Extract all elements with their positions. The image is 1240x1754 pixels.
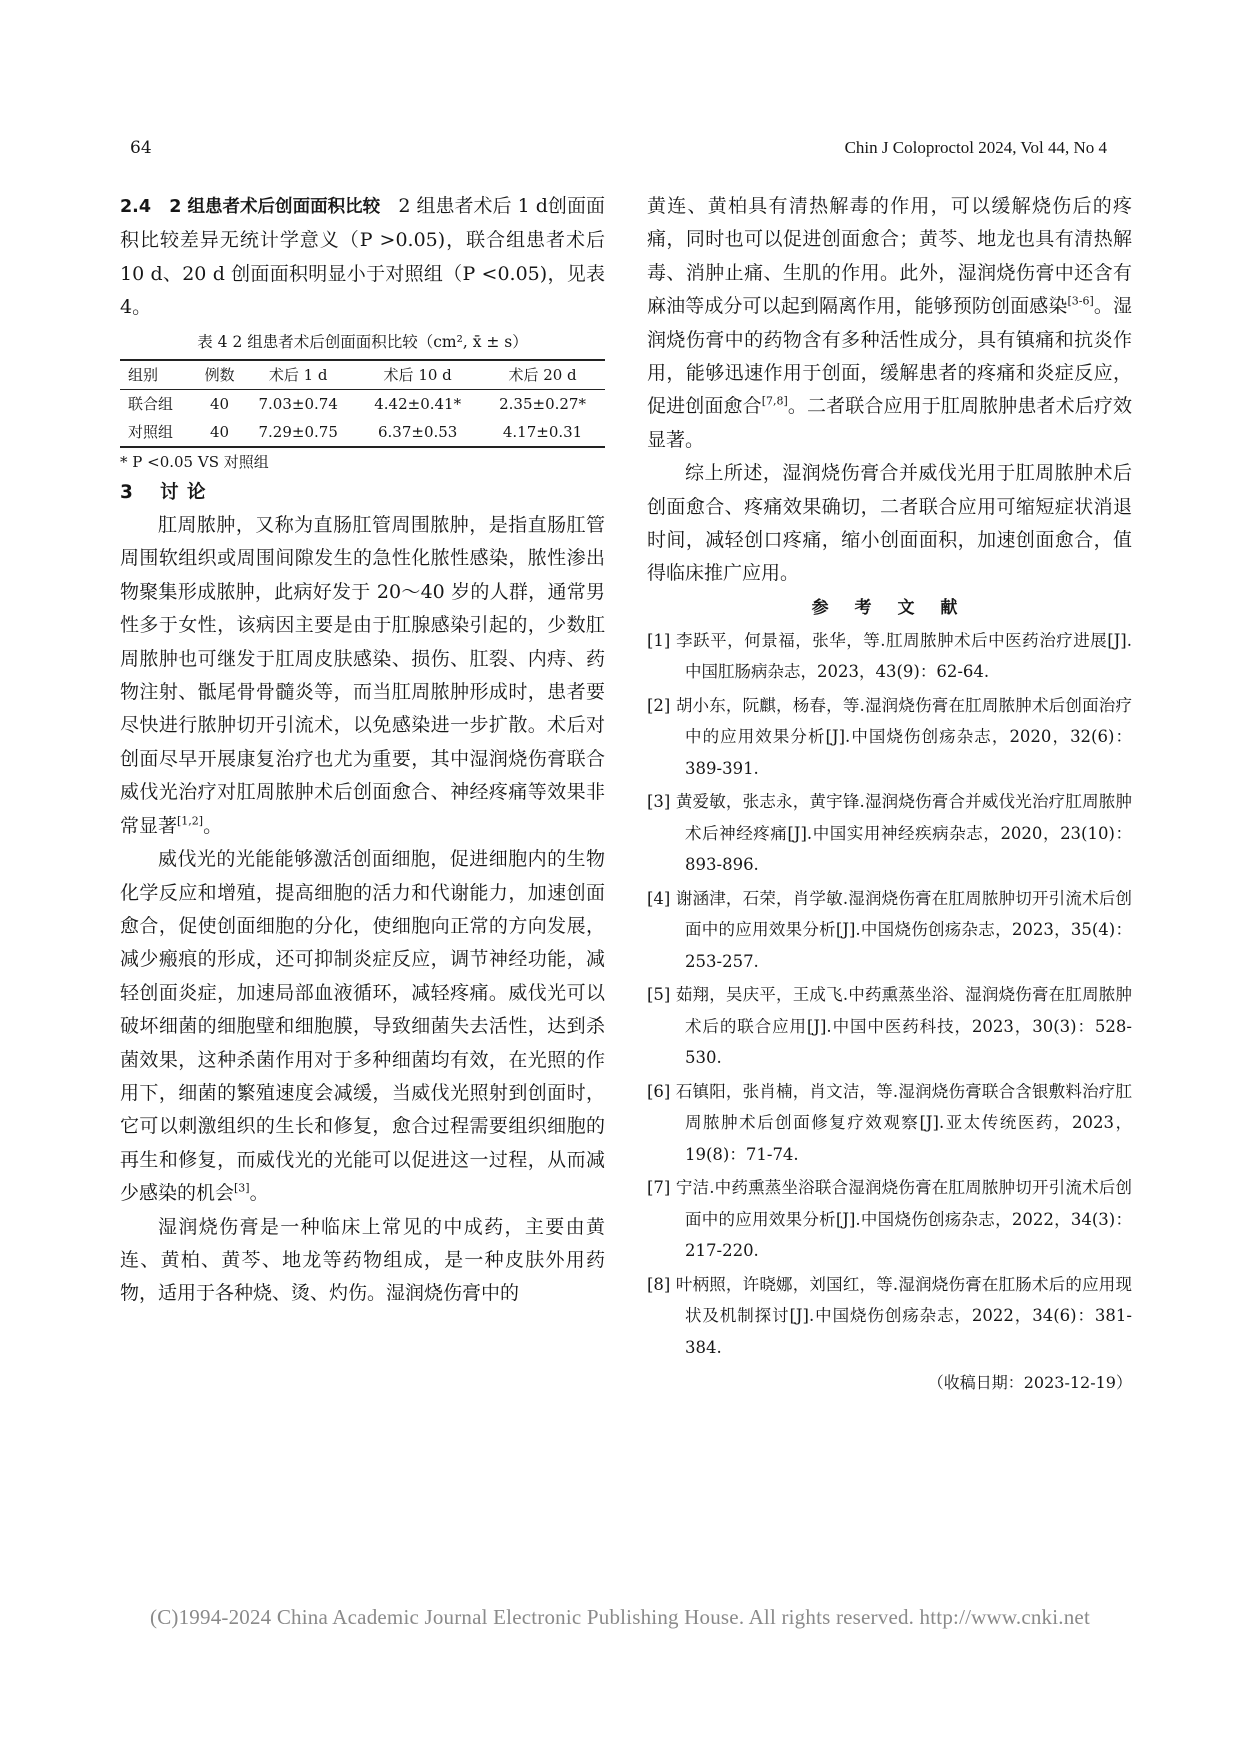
table-4-note: * P <0.05 VS 对照组 [120, 452, 269, 471]
reference-item: [4] 谢涵津，石荣，肖学敏.湿润烧伤膏在肛周脓肿切开引流术后创面中的应用效果分析[J].中国烧伤创疡杂志，2023，35(4)：253-257. [647, 888, 1132, 971]
section-2-4-text: 2 组患者术后 1 d创面面积比较差异无统计学意义（P >0.05)，联合组患者术后 10 d、20 d 创面面积明显小于对照组（P <0.05)，见表 4。 [120, 195, 605, 319]
discussion-paragraph-1 [120, 509, 605, 843]
table-cell: 7.29±0.75 [258, 422, 338, 441]
discussion-paragraph-2 [120, 843, 605, 1210]
table-row [120, 418, 605, 447]
paragraph-end: 。 [203, 814, 223, 837]
header-cases: 例数 [204, 365, 235, 384]
paragraph-text: 肛周脓肿，又称为直肠肛管周围脓肿，是指直肠肛管周围软组织或周围间隙发生的急性化脓性感染，脓性渗出物聚集形成脓肿，此病好发于 20～40 岁的人群，通常男性多于女性，该病因主要是由于肛腺感染引起的，少数肛周脓肿也可继发于肛周皮肤感染、损伤、肛裂、内痔、药物注射、骶尾骨骨髓炎等，而当肛周脓肿形成时，患者要尽快进行脓肿切开引流术，以免感染进一步扩散。术后对创面尽早开展康复治疗也尤为重要，其中湿润烧伤膏联合威伐光治疗对肛周脓肿术后创面愈合、神经疼痛等效果非常显著 [120, 514, 605, 837]
paragraph-end: 。二者联合应用于肛周脓肿患者术后疗效显著。 [647, 395, 1132, 451]
header-day-20: 术后 20 d [508, 365, 577, 384]
table-cell: 6.37±0.53 [377, 422, 458, 441]
copyright-footer: (C)1994-2024 China Academic Journal Electronic Publishing House. All rights reserved. http://www.cnki.net [150, 1605, 1090, 1629]
table-4-caption: 表 4 2 组患者术后创面面积比较（cm², x̄ ± s） [197, 332, 528, 351]
reference-item: [3] 黄爱敏，张志永，黄宇锋.湿润烧伤膏合并威伐光治疗肛周脓肿术后神经疼痛[J].中国实用神经疾病杂志，2020，23(10)：893-896. [647, 792, 1132, 875]
references-list [647, 625, 1132, 1364]
table-cell: 4.42±0.41* [374, 394, 462, 413]
citation: [7,8] [761, 395, 788, 409]
journal-info: Chin J Coloproctol 2024, Vol 44, No 4 [844, 138, 1107, 157]
discussion-paragraph-3 [120, 1211, 605, 1311]
received-date: （收稿日期：2023-12-19） [927, 1373, 1132, 1393]
header-day-10: 术后 10 d [383, 365, 452, 384]
section-2-4-number: 2.4 [120, 197, 152, 217]
table-cell: 40 [210, 394, 230, 413]
left-column [120, 190, 605, 1311]
citation: [1,2] [177, 814, 204, 828]
table-4 [120, 359, 605, 448]
header-group: 组别 [128, 365, 159, 384]
discussion-paragraph-3-continued [647, 190, 1132, 457]
section-3-heading [120, 476, 605, 509]
paragraph-text: 湿润烧伤膏是一种临床上常见的中成药，主要由黄连、黄柏、黄芩、地龙等药物组成，是一种皮肤外用药物，适用于各种烧、烫、灼伤。湿润烧伤膏中的 [120, 1215, 605, 1305]
reference-item: [7] 宁洁.中药熏蒸坐浴联合湿润烧伤膏在肛周脓肿切开引流术后创面中的应用效果分析[J].中国烧伤创疡杂志，2022，34(3)：217-220. [647, 1178, 1132, 1261]
table-cell: 7.03±0.74 [258, 394, 338, 413]
reference-item: [1] 李跃平，何景福，张华，等.肛周脓肿术后中医药治疗进展[J].中国肛肠病杂志，2023，43(9)：62-64. [647, 630, 1132, 682]
reference-item: [5] 茹翔，吴庆平，王成飞.中药熏蒸坐浴、湿润烧伤膏在肛周脓肿术后的联合应用[J].中国中医药科技，2023，30(3)：528-530. [647, 985, 1132, 1068]
header-day-1: 术后 1 d [268, 365, 328, 384]
right-column [647, 190, 1132, 1399]
paragraph-text: 。湿润烧伤膏中的药物含有多种活性成分，具有镇痛和抗炎作用，能够迅速作用于创面，缓解患者的疼痛和炎症反应，促进创面愈合 [647, 295, 1132, 418]
section-2-4-title: 2 组患者术后创面面积比较 [169, 197, 381, 217]
citation: [3] [234, 1181, 250, 1195]
page-number: 64 [130, 138, 152, 158]
section-2-4 [120, 190, 605, 325]
paragraph-text: 威伐光的光能能够激活创面细胞，促进细胞内的生物化学反应和增殖，提高细胞的活力和代谢能力，加速创面愈合，促使创面细胞的分化，使细胞向正常的方向发展，减少瘢痕的形成，还可抑制炎症反应，调节神经功能，减轻创面炎症，加速局部血液循环，减轻疼痛。威伐光可以破坏细菌的细胞壁和细胞膜，导致细菌失去活性，达到杀菌效果，这种杀菌作用对于多种细菌均有效，在光照的作用下，细菌的繁殖速度会减缓，当威伐光照射到创面时，它可以刺激组织的生长和修复，愈合过程需要组织细胞的再生和修复，而威伐光的光能可以促进这一过程，从而减少感染的机会 [120, 848, 605, 1205]
reference-item: [6] 石镇阳，张肖楠，肖文洁，等.湿润烧伤膏联合含银敷料治疗肛周脓肿术后创面修复疗效观察[J].亚太传统医药，2023，19(8)：71-74. [647, 1081, 1132, 1164]
references-title: 参 考 文 献 [811, 597, 968, 618]
table-cell: 2.35±0.27* [499, 394, 586, 413]
reference-item: [8] 叶柄照，许晓娜，刘国红，等.湿润烧伤膏在肛肠术后的应用现状及机制探讨[J].中国烧伤创疡杂志，2022，34(6)：381-384. [647, 1274, 1132, 1357]
reference-item: [2] 胡小东，阮麒，杨春，等.湿润烧伤膏在肛周脓肿术后创面治疗中的应用效果分析[J].中国烧伤创疡杂志，2020，32(6)：389-391. [647, 695, 1132, 778]
table-header-row [120, 360, 605, 390]
paragraph-end: 。 [249, 1182, 269, 1205]
table-cell: 对照组 [128, 422, 174, 441]
citation: [3-6] [1067, 294, 1094, 308]
conclusion-paragraph: 综上所述，湿润烧伤膏合并威伐光用于肛周脓肿术后创面愈合、疼痛效果确切，二者联合应用可缩短症状消退时间，减轻创口疼痛，缩小创面面积，加速创面愈合，值得临床推广应用。 [647, 462, 1132, 585]
paragraph-text: 黄连、黄柏具有清热解毒的作用，可以缓解烧伤后的疼痛，同时也可以促进创面愈合；黄芩、地龙也具有清热解毒、消肿止痛、生肌的作用。此外，湿润烧伤膏中还含有麻油等成分可以起到隔离作用，能够预防创面感染 [647, 195, 1132, 318]
section-3-title: 讨 论 [160, 481, 207, 503]
table-cell: 40 [210, 422, 230, 441]
table-row [120, 389, 605, 418]
section-3-number: 3 [120, 481, 134, 503]
table-cell: 联合组 [128, 394, 174, 413]
table-cell: 4.17±0.31 [502, 422, 583, 441]
